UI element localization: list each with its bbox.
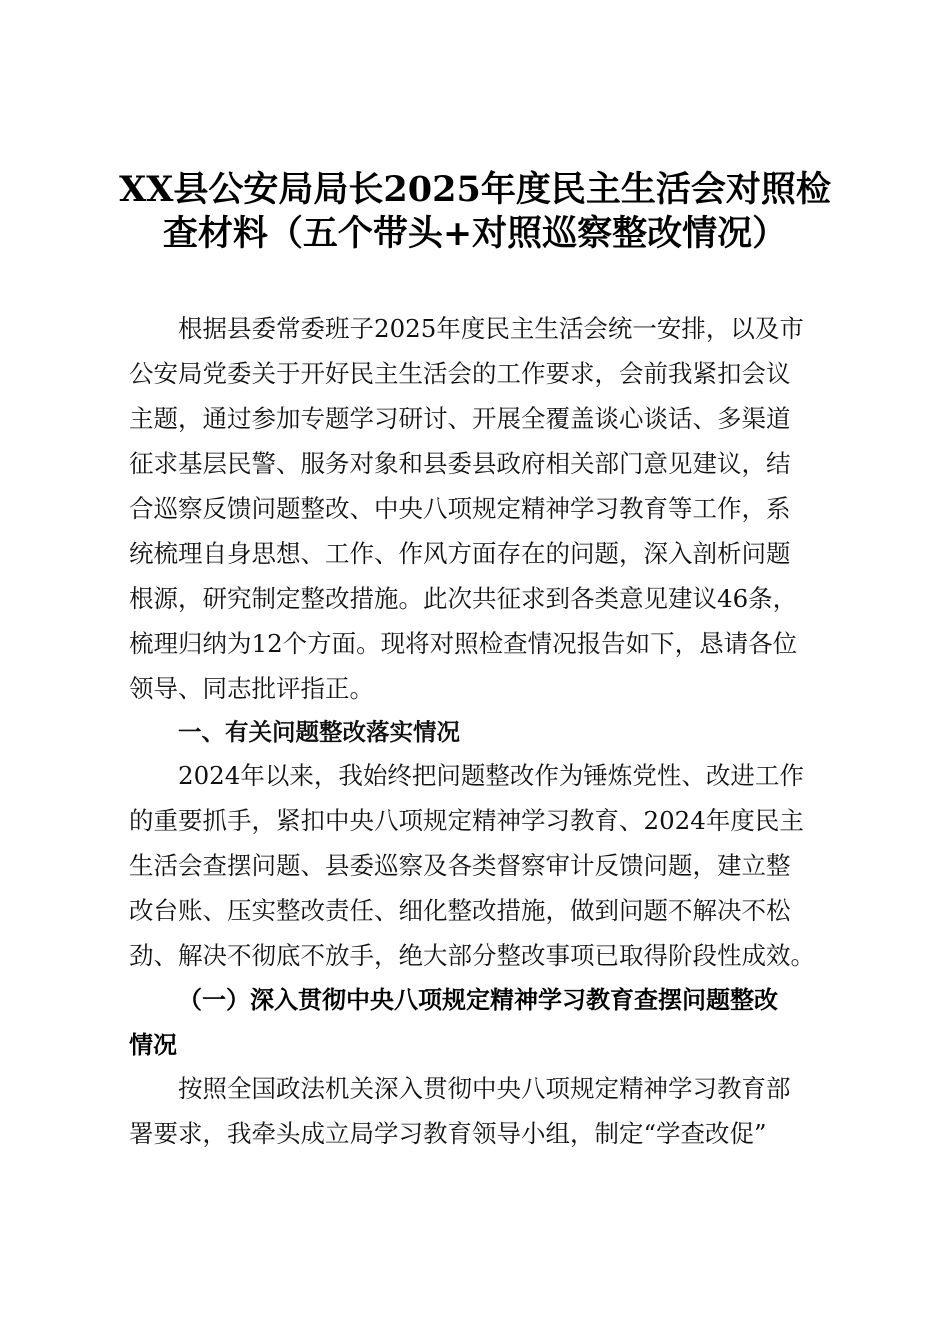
paragraph-line: 2024年以来，我始终把问题整改作为锤炼党性、改进工作: [178, 761, 804, 790]
paragraph-line: 统梳理自身思想、工作、作风方面存在的问题，深入剖析问题: [129, 539, 791, 568]
paragraph-line: 根据县委常委班子2025年度民主生活会统一安排，以及市: [178, 314, 804, 343]
title-line-2: 查材料（五个带头+对照巡察整改情况）: [162, 213, 788, 254]
document-title: [110, 168, 840, 256]
paragraph-line: 署要求，我牵头成立局学习教育领导小组，制定“学查改促”: [129, 1119, 767, 1148]
paragraph-line: 根源，研究制定整改措施。此次共征求到各类意见建议46条，: [129, 584, 798, 613]
title-line-1: XX县公安局局长2025年度民主生活会对照检: [119, 169, 831, 210]
subsection-1-heading: [129, 977, 829, 1067]
section-1-paragraph: [129, 753, 829, 978]
paragraph-line: 征求基层民警、服务对象和县委县政府相关部门意见建议，结: [129, 449, 791, 478]
subsection-heading-line: （一）深入贯彻中央八项规定精神学习教育查摆问题整改: [178, 985, 778, 1014]
subsection-1-paragraph: [129, 1066, 829, 1156]
paragraph-line: 劲、解决不彻底不放手，绝大部分整改事项已取得阶段性成效。: [129, 941, 815, 970]
paragraph-line: 公安局党委关于开好民主生活会的工作要求，会前我紧扣会议: [129, 359, 791, 388]
paragraph-line: 的重要抓手，紧扣中央八项规定精神学习教育、2024年度民主: [129, 806, 804, 835]
intro-paragraph: [129, 306, 829, 711]
paragraph-line: 改台账、压实整改责任、细化整改措施，做到问题不解决不松: [129, 896, 791, 925]
section-1-heading: 一、有关问题整改落实情况: [178, 718, 460, 746]
subsection-heading-line: 情况: [129, 1030, 177, 1059]
paragraph-line: 按照全国政法机关深入贯彻中央八项规定精神学习教育部: [178, 1074, 791, 1103]
paragraph-line: 合巡察反馈问题整改、中央八项规定精神学习教育等工作，系: [129, 494, 791, 523]
paragraph-line: 生活会查摆问题、县委巡察及各类督察审计反馈问题，建立整: [129, 851, 791, 880]
paragraph-line: 梳理归纳为12个方面。现将对照检查情况报告如下，恳请各位: [129, 629, 798, 658]
paragraph-line: 主题，通过参加专题学习研讨、开展全覆盖谈心谈话、多渠道: [129, 404, 791, 433]
paragraph-line: 领导、同志批评指正。: [129, 674, 374, 703]
